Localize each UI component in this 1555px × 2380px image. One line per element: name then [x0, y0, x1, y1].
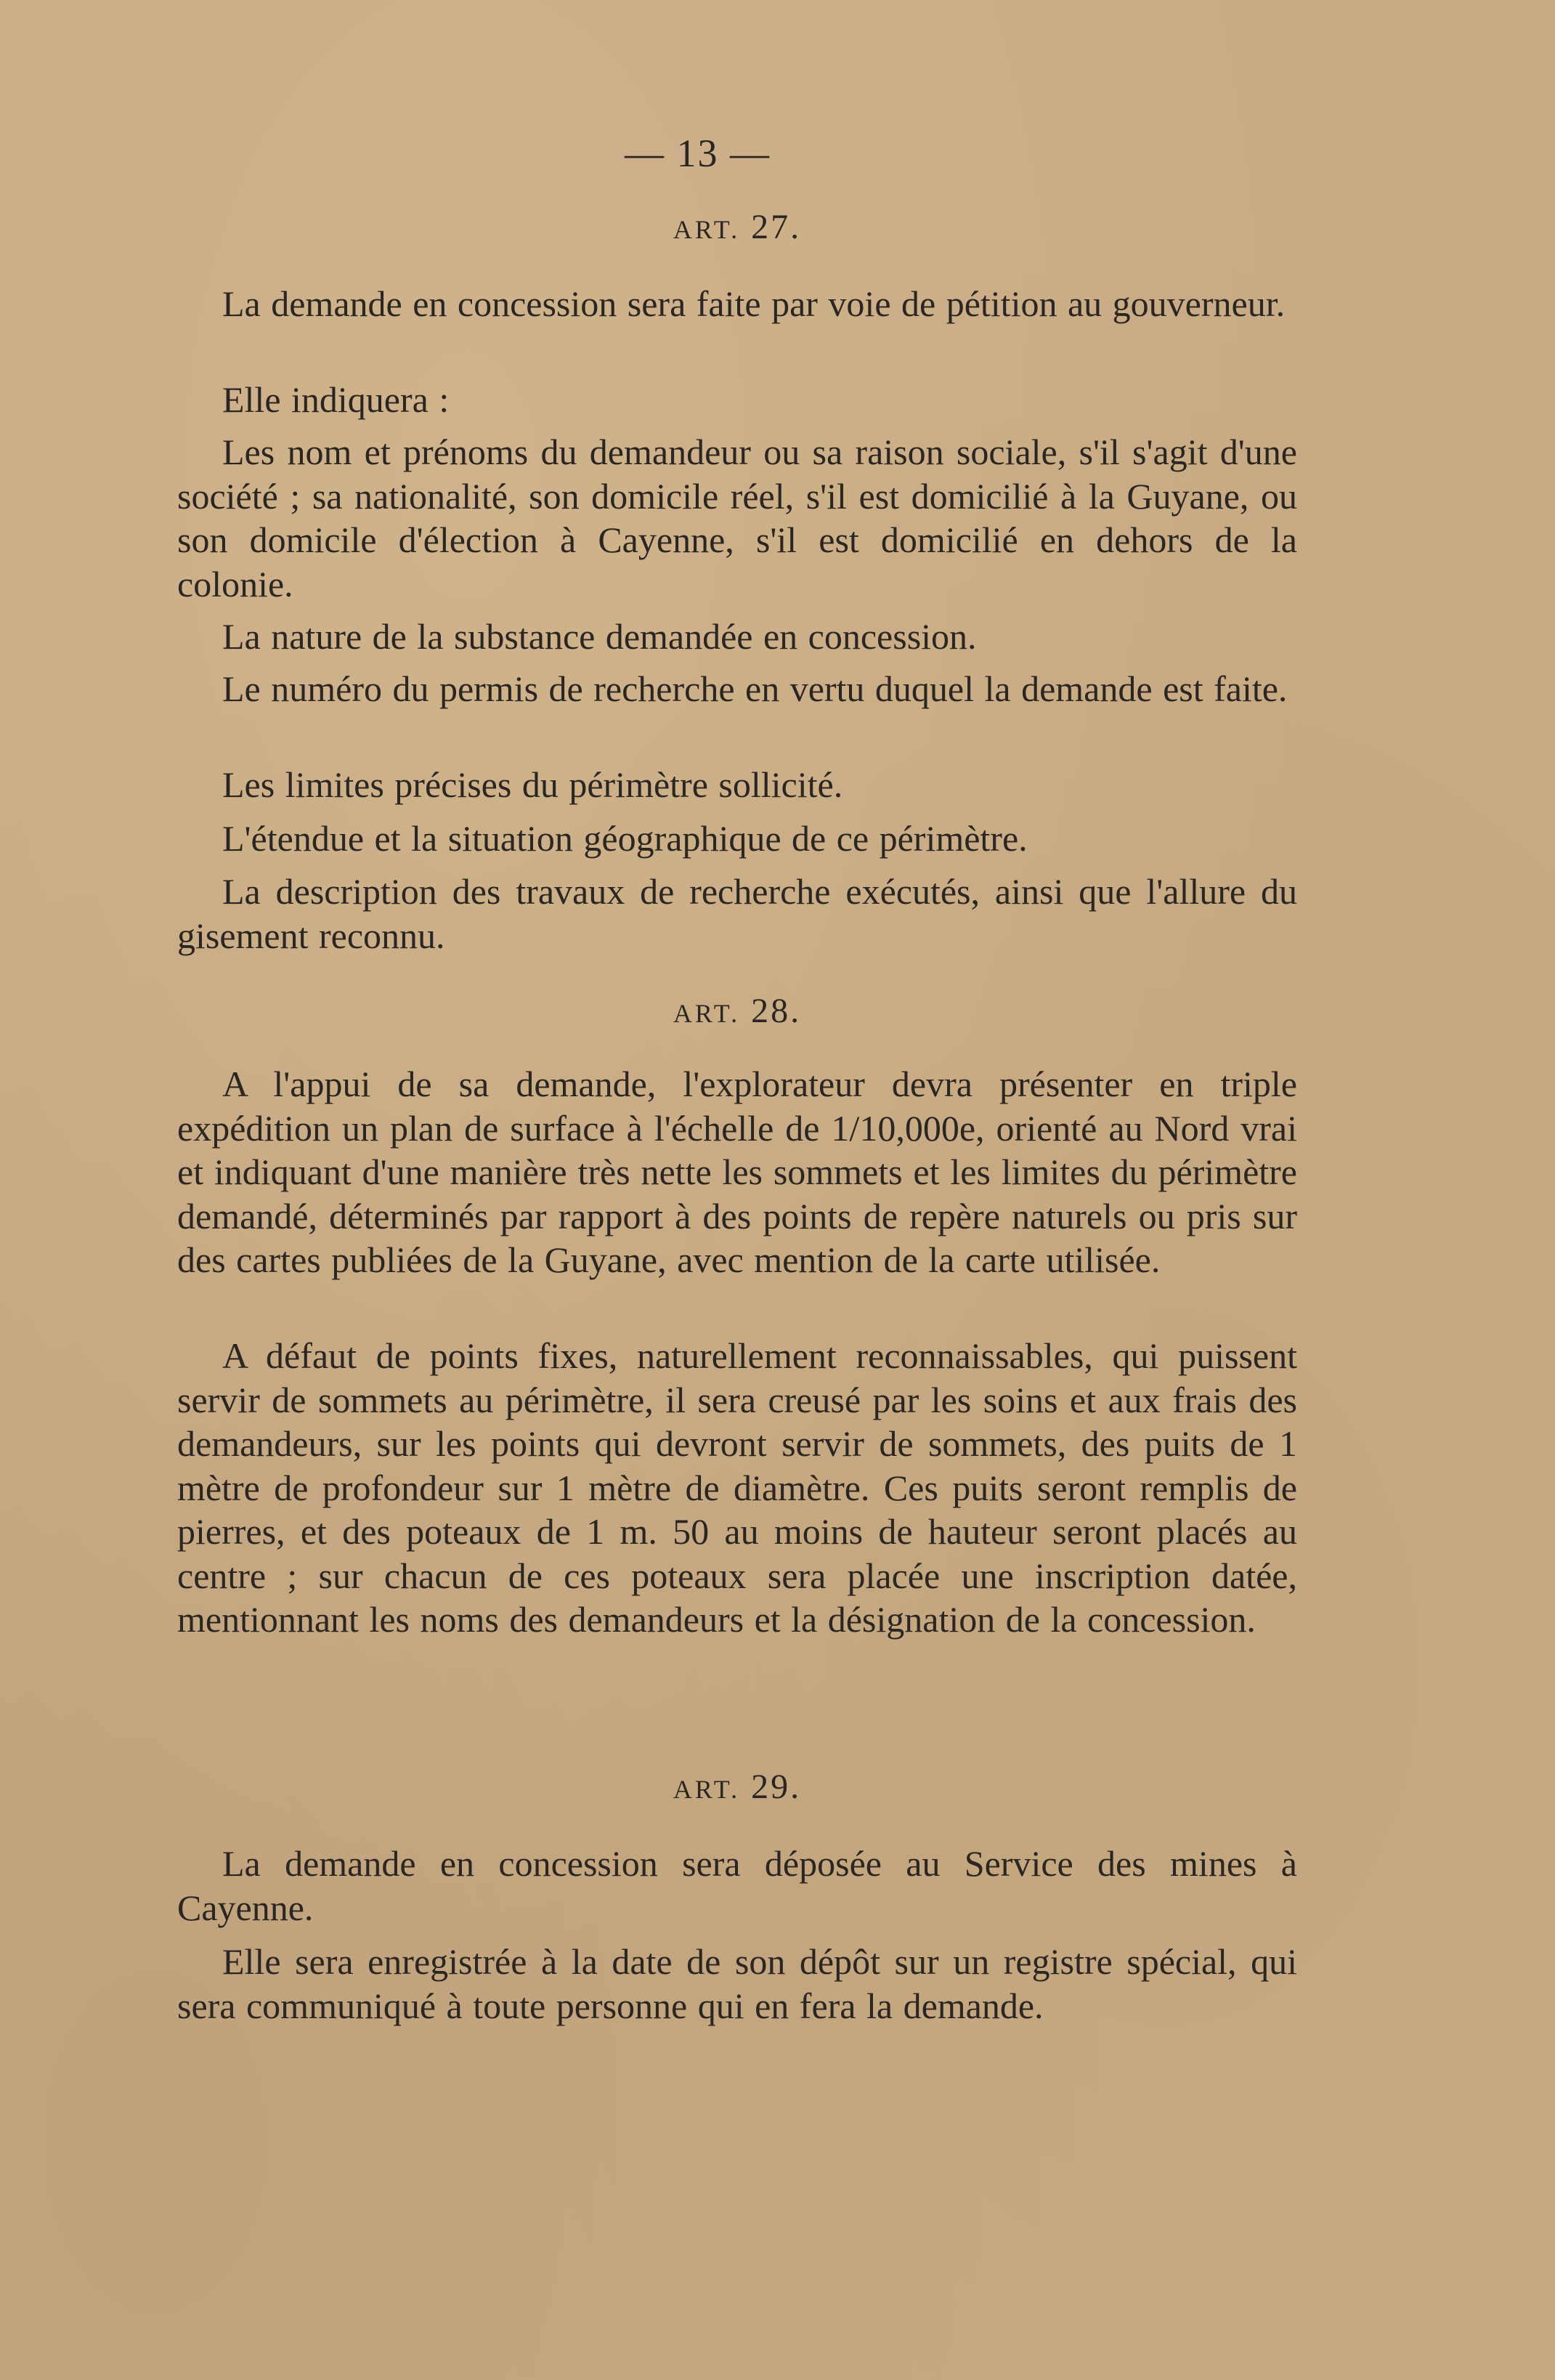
article-heading-number: 29.: [751, 1768, 802, 1806]
article-28-heading: [177, 991, 1297, 1031]
article-27-paragraph-7: L'étendue et la situation géographique de ce périmètre.: [222, 818, 1028, 859]
article-heading-prefix: ART.: [673, 1775, 741, 1804]
article-heading-prefix: ART.: [673, 215, 741, 244]
article-27-heading: [177, 207, 1297, 247]
article-28-paragraph-1: A l'appui de sa demande, l'explorateur devra présenter en triple expédition un plan de surface à l'échelle de 1/10,000e, orienté au Nord vrai et indiquant d'une manière très nette les sommets et les limites du périmètre demandé, déterminés par rapport à des points de repère naturels ou pris sur des cartes publiées de la Guyane, avec mention de la carte utilisée.: [177, 1064, 1297, 1280]
article-heading-number: 28.: [751, 992, 802, 1030]
article-27-paragraph-8: La description des travaux de recherche exécutés, ainsi que l'allure du gisement reconnu.: [177, 871, 1297, 956]
article-27-paragraph-6: Les limites précises du périmètre sollicité.: [222, 764, 843, 805]
article-27-paragraph-3: Les nom et prénoms du demandeur ou sa raison sociale, s'il s'agit d'une société ; sa nationalité, son domicile réel, s'il est domicilié à la Guyane, ou son domicile d'élection à Cayenne, s'il est domicilié en dehors de la colonie.: [177, 432, 1297, 604]
article-heading-prefix: ART.: [673, 999, 741, 1028]
page-number: — 13 —: [625, 131, 771, 175]
article-28-paragraph-2: A défaut de points fixes, naturellement reconnaissables, qui puissent servir de sommets au périmètre, il sera creusé par les soins et aux frais des demandeurs, sur les points qui devront servir de sommets, des puits de 1 mètre de profondeur sur 1 mètre de diamètre. Ces puits seront remplis de pierres, et des poteaux de 1 m. 50 au moins de hauteur seront placés au centre ; sur chacun de ces poteaux sera placée une inscription datée, mentionnant les noms des demandeurs et la désignation de la concession.: [177, 1335, 1297, 1640]
article-29-paragraph-1: La demande en concession sera déposée au Service des mines à Cayenne.: [177, 1843, 1297, 1928]
article-heading-number: 27.: [751, 208, 802, 246]
article-27-paragraph-4: La nature de la substance demandée en concession.: [222, 616, 977, 657]
article-29-heading: [177, 1767, 1297, 1807]
article-27-paragraph-2: Elle indiquera :: [222, 379, 450, 420]
article-27-paragraph-5: Le numéro du permis de recherche en vertu duquel la demande est faite.: [222, 668, 1288, 709]
article-27-paragraph-1: La demande en concession sera faite par voie de pétition au gouverneur.: [222, 283, 1286, 324]
article-29-paragraph-2: Elle sera enregistrée à la date de son dépôt sur un registre spécial, qui sera communiqué à toute personne qui en fera la demande.: [177, 1941, 1297, 2026]
